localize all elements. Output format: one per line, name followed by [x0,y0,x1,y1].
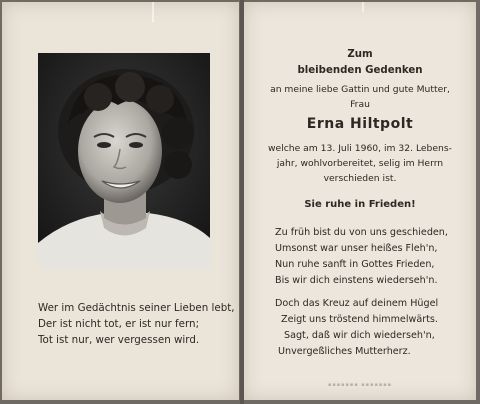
poem-line: Bis wir dich einstens wiederseh'n. [275,275,438,286]
intro-text: an meine liebe Gattin und gute Mutter, [270,84,450,95]
poem-line: Zeigt uns tröstend himmelwärts. [281,314,438,325]
poem-line: Doch das Kreuz auf deinem Hügel [275,298,439,309]
quote-line: Wer im Gedächtnis seiner Lieben lebt, [38,302,235,314]
poem-line: Nun ruhe sanft in Gottes Frieden, [275,259,435,270]
title-frau: Frau [350,99,370,110]
portrait-photo [38,53,210,269]
printer-mark: ▪▪▪▪▪▪▪ ▪▪▪▪▪▪▪ [327,382,393,388]
paper-crease [152,2,154,22]
heading-zum: Zum [347,49,373,60]
motto: Sie ruhe in Frieden! [304,199,416,210]
heading-gedenken: bleibenden Gedenken [297,65,423,76]
death-details: verschieden ist. [323,173,397,184]
deceased-name: Erna Hiltpolt [306,116,414,132]
poem-line: Zu früh bist du von uns geschieden, [275,227,448,238]
paper-crease [362,2,364,12]
quote-line: Der ist nicht tot, er ist nur fern; [38,318,200,330]
portrait-illustration [38,53,210,269]
death-details: welche am 13. Juli 1960, im 32. Lebens- [268,143,452,154]
poem-line: Umsonst war unser heißes Fleh'n, [275,243,438,254]
left-card-panel [2,2,239,400]
quote-line: Tot ist nur, wer vergessen wird. [38,334,200,346]
poem-line: Sagt, daß wir dich wiederseh'n, [284,330,435,341]
right-card-panel [244,2,476,400]
poem-line: Unvergeßliches Mutterherz. [278,346,411,357]
death-details: jahr, wohlvorbereitet, selig im Herrn [276,158,444,169]
